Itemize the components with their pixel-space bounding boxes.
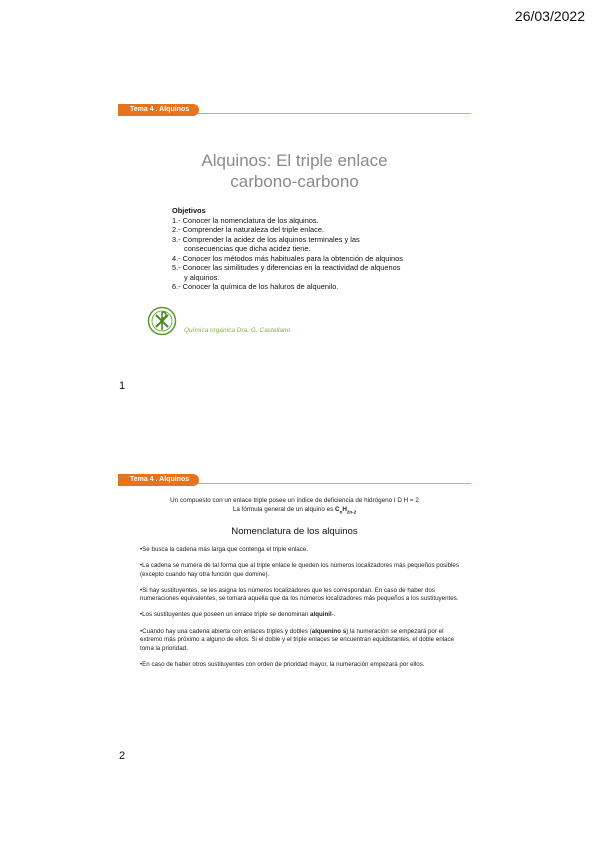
term-alquinil: alquinil (310, 611, 332, 619)
objective-item: y alquinos. (184, 272, 220, 282)
slide-2 (118, 474, 471, 739)
rule-item: •Los sustituyentes que poseen un enlace triple se denominan alquinil-. (140, 611, 336, 619)
rule-item: •La cadena se numera de tal forma que al triple enlace le queden los números localizadores más pequeños posibles (excepto cuando hay otra función que domine). (140, 562, 459, 578)
topic-header-bar (118, 104, 471, 116)
slide-1 (118, 104, 471, 369)
university-seal-logo (147, 306, 177, 336)
slide-title-line-2: carbono-carbono (230, 172, 359, 191)
slide-title-line-1: Alquinos: El triple enlace (201, 151, 388, 170)
slide-title (118, 150, 471, 192)
topic-tab: Tema 4 . Alquinos (118, 104, 199, 116)
term-alqueninos: alquenino s (311, 627, 347, 635)
objective-item: consecuencias que dicha acidez tiene. (184, 244, 311, 253)
objective-item: 4.- Conocer los métodos más habituales para la obtención de alquinos (172, 253, 403, 263)
rule-item: •Se busca la cadena más larga que contenga el triple enlace. (140, 546, 308, 553)
rule-item: •Si hay sustituyentes, se les asigna los números localizadores que les correspondan. En caso de haber dos numeraciones equivalentes, se tomará aquella que da los números localizadores más pequeños a los sustituyentes. (140, 586, 459, 603)
intro-line-1: Un compuesto con un enlace triple posee un índice de deficiencia de hidrógeno I D H = 2 (170, 497, 419, 504)
intro-line-2-text: La fórmula general de un alquino es (232, 506, 336, 513)
page-number-1: 1 (119, 380, 126, 392)
nomenclature-rules (140, 546, 459, 677)
objective-item: 1.- Conocer la nomenclatura de los alquinos. (172, 215, 319, 225)
general-formula: $C_nH_{2n-2}$ (335, 506, 357, 515)
intro-line-2 (118, 505, 471, 516)
section-title: Nomenclatura de los alquinos (231, 526, 358, 537)
rule-item: •Cuando hay una cadena abierta con enlaces triples y dobles (alquenino s) la numeración se empezará por el extremo más próximo a alguno de ellos. Si el doble y el triple enlaces se encuentran equidistantes, el doble enlace toma la prioridad. (140, 627, 455, 652)
objective-item: 2.- Comprender la naturaleza del triple enlace. (172, 225, 325, 234)
intro-text (118, 496, 471, 516)
objective-item: 6.- Conocer la química de los haluros de alquenilo. (172, 282, 339, 291)
objectives-heading: Objetivos (172, 206, 206, 215)
objective-item: 3.- Comprender la acidez de los alquinos terminales y las (172, 234, 360, 244)
rule-item: •En caso de haber otros sustituyentes con orden de prioridad mayor, la numeración empezará por ellos. (140, 660, 425, 668)
topic-tab: Tema 4 . Alquinos (118, 474, 199, 486)
print-date: 26/03/2022 (514, 8, 585, 24)
objective-item: 5.- Conocer las similitudes y diferencias en la reactividad de alquenos (172, 263, 401, 272)
objectives-list (172, 206, 403, 292)
topic-header-bar (118, 474, 471, 486)
page-number-2: 2 (119, 750, 126, 762)
author-footer: Química orgánica Dra. G. Castellano (184, 327, 291, 334)
